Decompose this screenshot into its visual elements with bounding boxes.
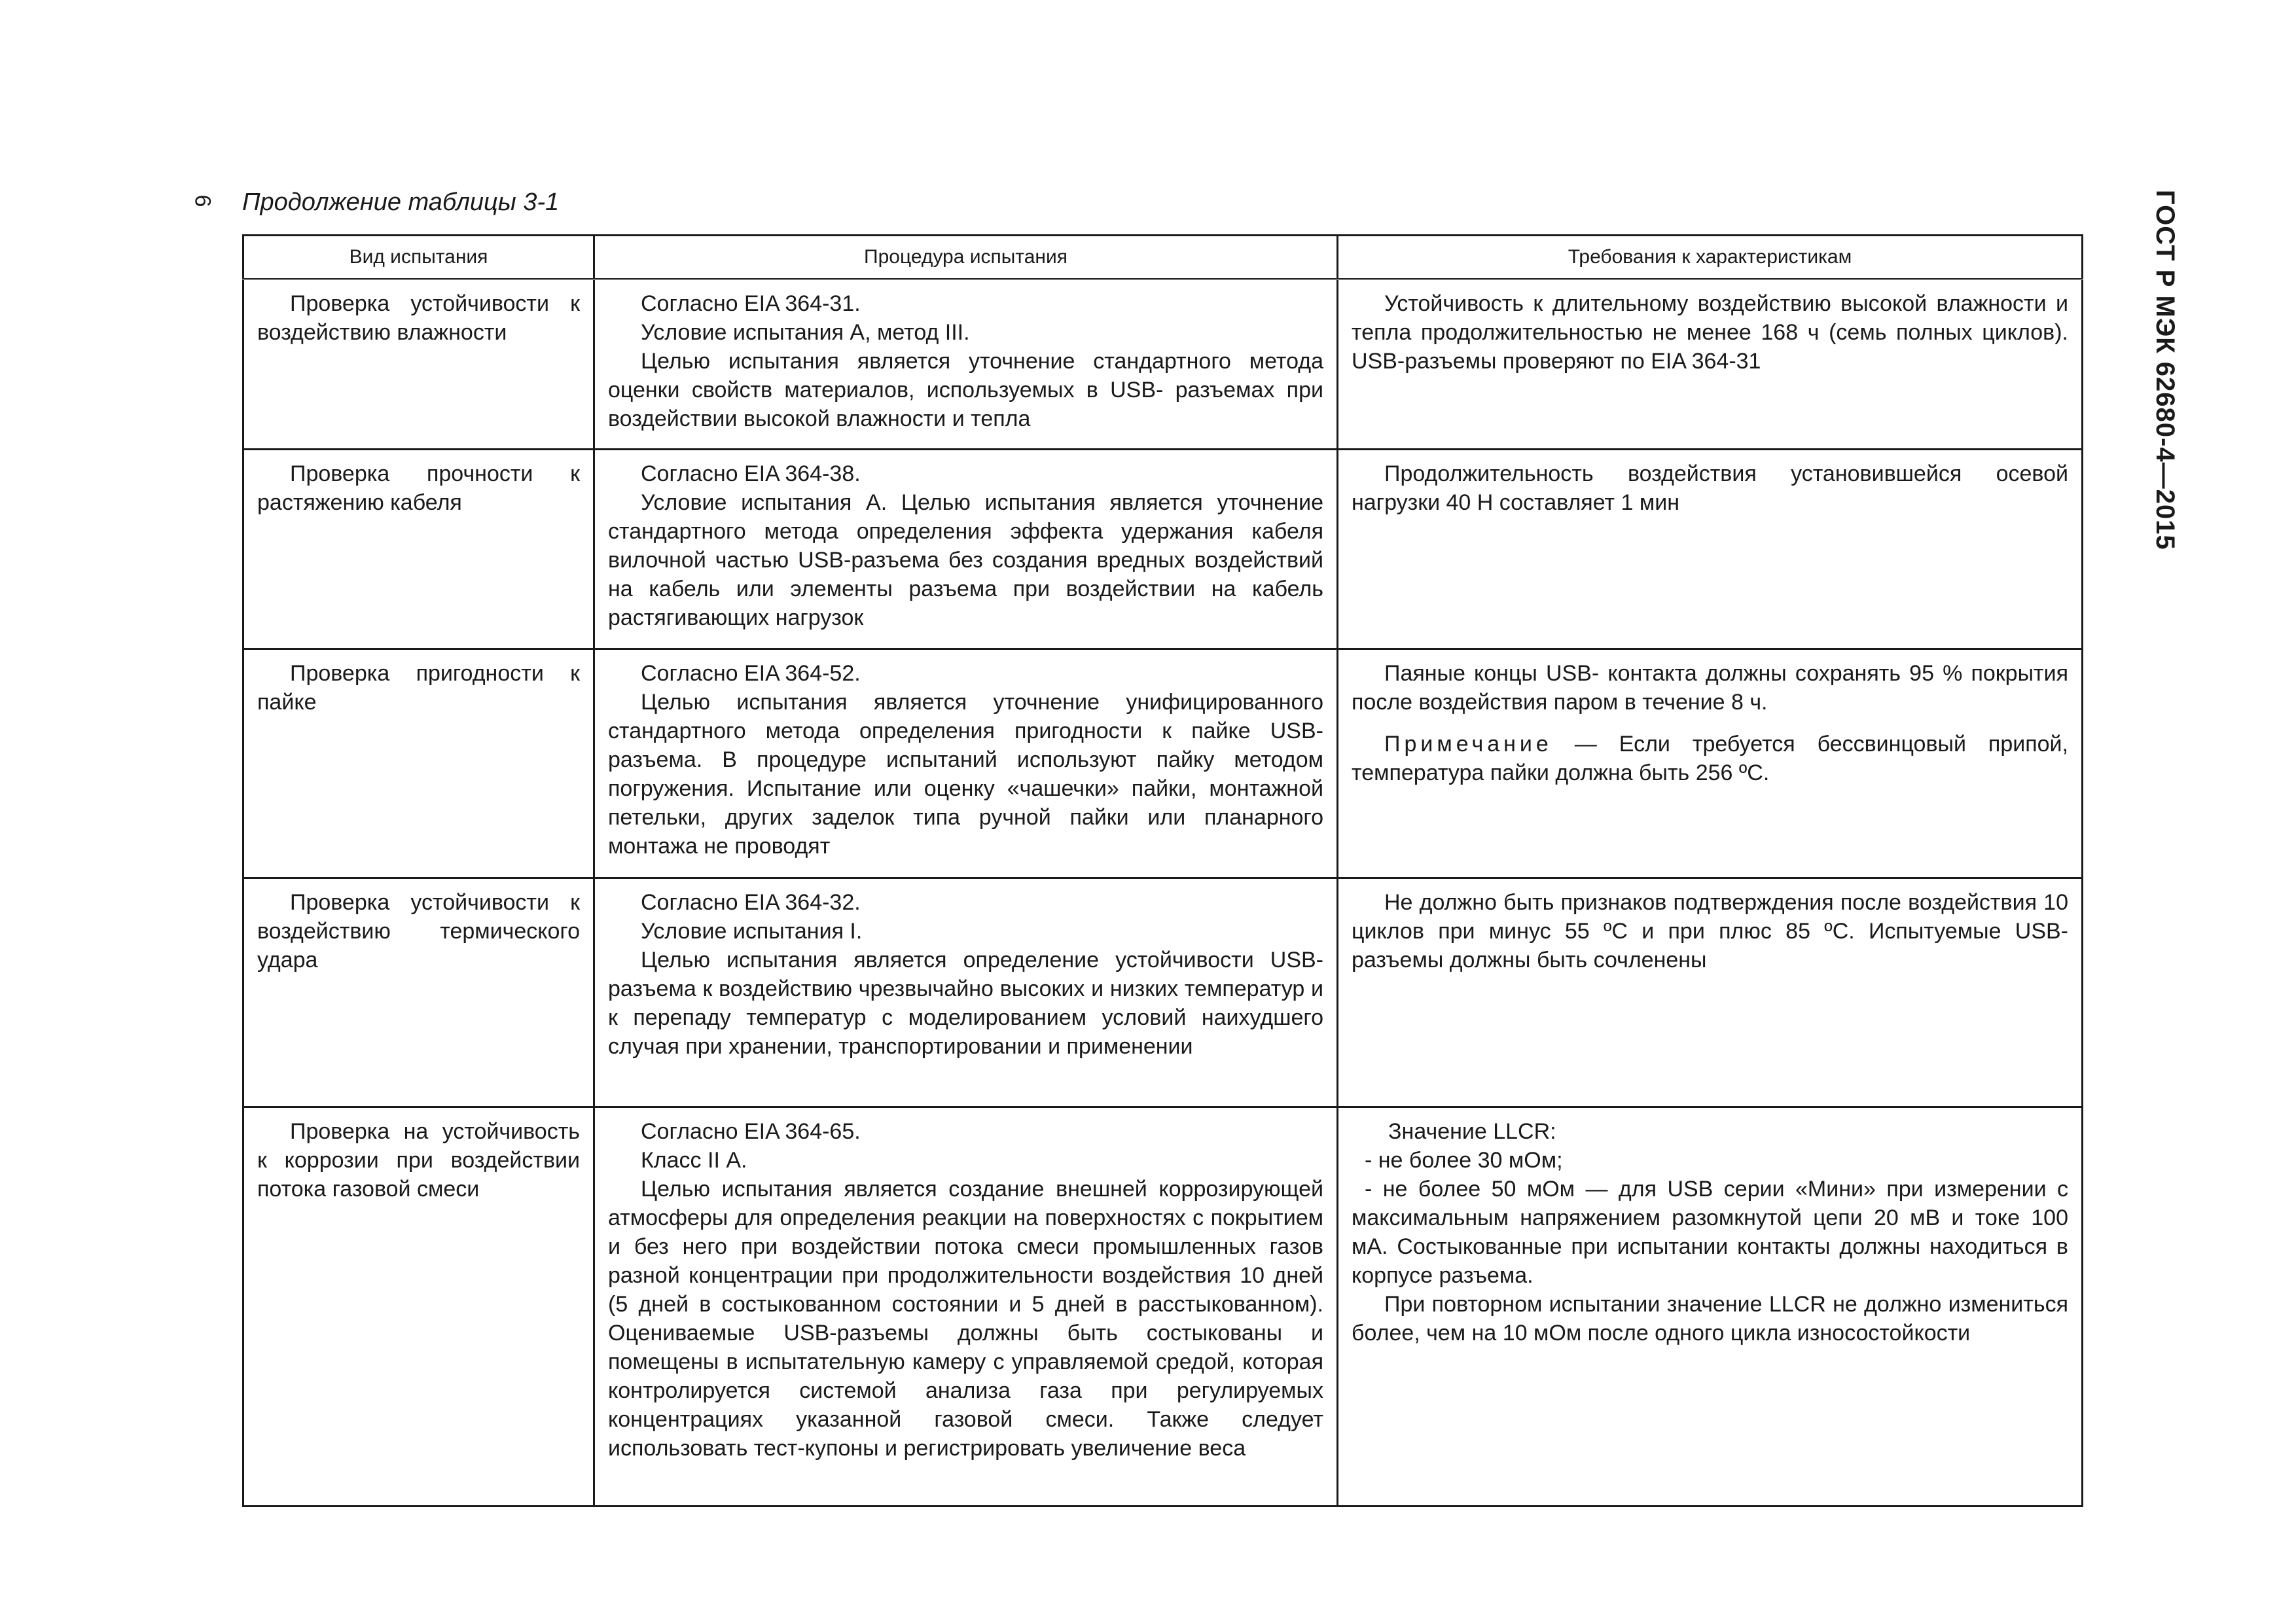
requirements-list-item: - не более 30 мОм;: [1365, 1148, 1563, 1173]
header-requirements: Требования к характеристикам: [1338, 236, 2083, 279]
cell-requirements: [1338, 450, 2083, 649]
document-side-title: ГОСТ Р МЭК 62680-4—2015: [2151, 190, 2179, 550]
table-header-row: [243, 236, 2083, 279]
cell-requirements: [1338, 878, 2083, 1107]
cell-test-type: [243, 279, 594, 450]
table-row: [243, 450, 2083, 649]
header-test-type: Вид испытания: [243, 236, 594, 279]
requirements-line: Устойчивость к длительному воздействию высокой влажности и тепла продолжительностью не менее 168 ч (семь полных циклов). USB-разъемы проверяют по EIA 364-31: [1352, 291, 2068, 374]
cell-requirements: [1338, 649, 2083, 878]
requirements-list-item: - не более 50 мОм — для USB серии «Мини» при измерении с максимальным напряжением разомкнутой цепи 20 мВ и токе 100 мА. Состыкованные при испытании контакты должны находиться в корпусе разъема.: [1352, 1177, 2068, 1288]
procedure-line: Условие испытания А, метод III.: [641, 320, 970, 345]
cell-requirements: [1338, 279, 2083, 450]
cell-procedure: [594, 279, 1338, 450]
cell-requirements: [1338, 1107, 2083, 1507]
page-number: 6: [190, 194, 215, 207]
procedure-line: Согласно EIA 364-65.: [641, 1119, 861, 1144]
requirements-line: При повторном испытании значение LLCR не должно измениться более, чем на 10 мОм после одного цикла износостойкости: [1352, 1292, 2068, 1346]
cell-procedure: [594, 878, 1338, 1107]
procedure-line: Условие испытания I.: [641, 919, 863, 944]
requirements-line: Продолжительность воздействия установившейся осевой нагрузки 40 Н составляет 1 мин: [1352, 461, 2068, 515]
procedure-line: Согласно EIA 364-31.: [641, 291, 861, 316]
procedure-line: Согласно EIA 364-52.: [641, 661, 861, 686]
cell-test-type: [243, 450, 594, 649]
cell-test-type: [243, 1107, 594, 1507]
cell-procedure: [594, 450, 1338, 649]
procedure-line: Целью испытания является определение устойчивости USB-разъема к воздействию чрезвычайно высоких и низких температур и к перепаду температур с моделированием условий наихудшего случая при хранении, транспортировании и применении: [608, 948, 1323, 1059]
procedure-line: Целью испытания является уточнение унифицированного стандартного метода определения пригодности к пайке USB-разъема. В процедуре испытаний используют пайку методом погружения. Испытание или оценку «чашечки» пайки, монтажной петельки, других заделок типа ручной пайки или планарного монтажа не проводят: [608, 690, 1323, 859]
table-row: [243, 649, 2083, 878]
test-type-text: Проверка устойчивости к воздействию влажности: [257, 291, 580, 345]
cell-procedure: [594, 1107, 1338, 1507]
requirements-line: Не должно быть признаков подтверждения после воздействия 10 циклов при минус 55 ºС и при плюс 85 ºС. Испытуемые USB-разъемы должны быть сочленены: [1352, 890, 2068, 972]
table-row: [243, 878, 2083, 1107]
test-type-text: Проверка прочности к растяжению кабеля: [257, 461, 580, 515]
note-label: Примечание: [1384, 732, 1552, 757]
cell-test-type: [243, 649, 594, 878]
procedure-line: Класс II А.: [641, 1148, 747, 1173]
procedure-line: Согласно EIA 364-38.: [641, 461, 861, 486]
requirements-line: Паяные концы USB- контакта должны сохранять 95 % покрытия после воздействия паром в течение 8 ч.: [1352, 661, 2068, 715]
test-type-text: Проверка устойчивости к воздействию термического удара: [257, 890, 580, 972]
requirements-intro: Значение LLCR:: [1388, 1119, 1556, 1144]
note-text: — Если требуется бессвинцовый припой, температура пайки должна быть 256 ºС.: [1352, 732, 2068, 785]
test-table: [242, 234, 2083, 1507]
cell-test-type: [243, 878, 594, 1107]
header-procedure: Процедура испытания: [594, 236, 1338, 279]
procedure-line: Целью испытания является создание внешней коррозирующей атмосферы для определения реакции на поверхностях с покрытием и без него при воздействии потока смеси промышленных газов разной концентрации при продолжительности воздействия 10 дней (5 дней в состыкованном состоянии и 5 дней в расстыкованном). Оцениваемые USB-разъемы должны быть состыкованы и помещены в испытательную камеру с управляемой средой, которая контролируется системой анализа газа при регулируемых концентрациях указанной газовой смеси. Также следует использовать тест-купоны и регистрировать увеличение веса: [608, 1177, 1323, 1461]
procedure-line: Условие испытания А. Целью испытания является уточнение стандартного метода определения эффекта удержания кабеля вилочной частью USB-разъема без создания вредных воздействий на кабель или элементы разъема при воздействии на кабель растягивающих нагрузок: [608, 490, 1323, 630]
table-row: [243, 1107, 2083, 1507]
procedure-line: Целью испытания является уточнение стандартного метода оценки свойств материалов, используемых в USB- разъемах при воздействии высокой влажности и тепла: [608, 349, 1323, 431]
requirements-note: [1352, 730, 2068, 787]
procedure-line: Согласно EIA 364-32.: [641, 890, 861, 915]
cell-procedure: [594, 649, 1338, 878]
test-type-text: Проверка пригодности к пайке: [257, 661, 580, 715]
test-type-text: Проверка на устойчивость к коррозии при воздействии потока газовой смеси: [257, 1119, 580, 1202]
table-continuation-label: Продолжение таблицы 3-1: [242, 188, 560, 216]
table-row: [243, 279, 2083, 450]
